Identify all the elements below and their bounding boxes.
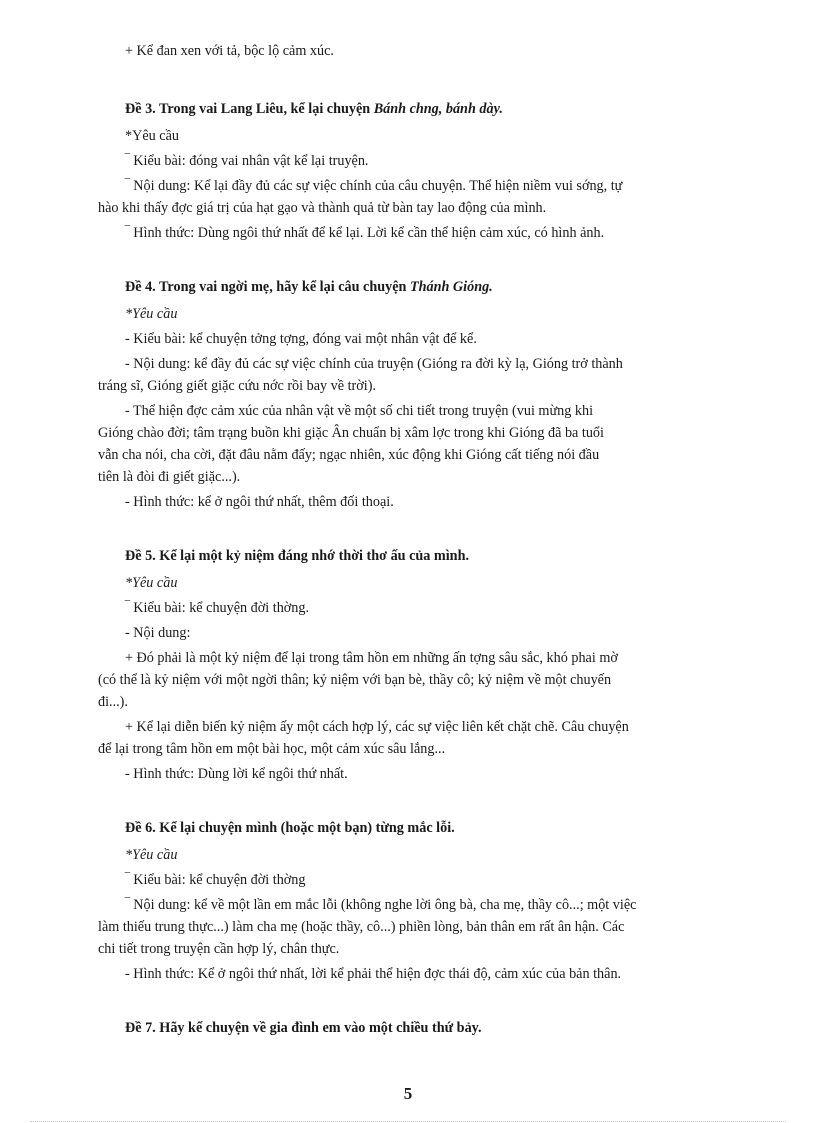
heading-italic-title: Bánh chng, bánh dày. bbox=[373, 101, 503, 117]
text-line: - Nội dung: kể đầy đủ các sự việc chính của truyện (Gióng ra đời kỳ lạ, Gióng trở thành bbox=[125, 356, 623, 372]
text-line: để lại trong tâm hồn em một bài học, một cảm xúc sâu lắng... bbox=[98, 741, 446, 757]
text-line: đi...). bbox=[98, 694, 128, 710]
text-line: chi tiết trong truyện cần hợp lý, chân thực. bbox=[98, 941, 340, 957]
page-bottom-divider bbox=[30, 1121, 786, 1122]
page-content bbox=[98, 40, 758, 1044]
text-line: ‾ Kiểu bài: kể chuyện đời thờng. bbox=[125, 600, 310, 616]
heading-de-6: Đề 6. Kể lại chuyện mình (hoặc một bạn) từng mắc lỗi. bbox=[125, 820, 455, 836]
page-number: 5 bbox=[403, 1084, 413, 1103]
text-line: ‾ Nội dung: kể về một lần em mắc lỗi (không nghe lời ông bà, cha mẹ, thầy cô...; một việc bbox=[125, 897, 637, 913]
text-line: ‾ Kiểu bài: kể chuyện đời thờng bbox=[125, 872, 306, 888]
text-line: tiên là đòi đi giết giặc...). bbox=[98, 469, 241, 485]
heading-italic-title: Thánh Gióng. bbox=[409, 279, 493, 295]
text-line: - Nội dung: bbox=[125, 625, 191, 641]
text-line: + Đó phải là một kỷ niệm để lại trong tâm hồn em những ấn tợng sâu sắc, khó phai mờ bbox=[125, 650, 618, 666]
requirement-label: *Yêu cầu bbox=[125, 306, 178, 322]
text-line: ‾ Nội dung: Kể lại đầy đủ các sự việc chính của câu chuyện. Thể hiện niềm vui sớng, tự bbox=[125, 178, 623, 194]
text-line: (có thể là kỷ niệm với một ngời thân; kỷ niệm với bạn bè, thầy cô; kỷ niệm về một chuyến bbox=[98, 672, 612, 688]
text-line: ‾ Hình thức: Dùng ngôi thứ nhất để kể lại. Lời kể cần thể hiện cảm xúc, có hình ảnh. bbox=[125, 225, 605, 241]
heading-de-3 bbox=[125, 98, 758, 120]
text-line: hào khi thấy đợc giá trị của hạt gạo và thành quả từ bàn tay lao động của mình. bbox=[98, 200, 547, 216]
text-line: + Kể đan xen với tả, bộc lộ cảm xúc. bbox=[125, 43, 334, 59]
text-line: tráng sĩ, Gióng giết giặc cứu nớc rồi bay về trời). bbox=[98, 378, 376, 394]
heading-de-4 bbox=[125, 276, 758, 298]
requirement-label: *Yêu cầu bbox=[125, 575, 178, 591]
text-line: làm thiếu trung thực...) làm cha mẹ (hoặc thầy, cô...) phiền lòng, bản thân em rất ân hận. Các bbox=[98, 919, 625, 935]
text-line: - Thể hiện đợc cảm xúc của nhân vật về một số chi tiết trong truyện (vui mừng khi bbox=[125, 403, 594, 419]
text-line: + Kể lại diễn biến kỷ niệm ấy một cách hợp lý, các sự việc liên kết chặt chẽ. Câu chuyện bbox=[125, 719, 629, 735]
heading-de-7: Đề 7. Hãy kể chuyện về gia đình em vào một chiều thứ bảy. bbox=[125, 1020, 482, 1036]
text-line: Gióng chào đời; tâm trạng buồn khi giặc Ân chuẩn bị xâm lợc trong khi Gióng đã ba tuổi bbox=[98, 425, 604, 441]
text-line: ‾ Kiểu bài: đóng vai nhân vật kể lại truyện. bbox=[125, 153, 369, 169]
text-line: vẫn cha nói, cha cời, đặt đâu nằm đấy; ngạc nhiên, xúc động khi Gióng cất tiếng nói đầu bbox=[98, 447, 600, 463]
text-line: - Hình thức: kể ở ngôi thứ nhất, thêm đối thoại. bbox=[125, 494, 394, 510]
text-line: - Hình thức: Kể ở ngôi thứ nhất, lời kể phải thể hiện đợc thái độ, cảm xúc của bản thân. bbox=[125, 966, 622, 982]
heading-text: Đề 3. Trong vai Lang Liêu, kể lại chuyện bbox=[125, 101, 374, 117]
requirement-label: *Yêu cầu bbox=[125, 847, 178, 863]
heading-text: Đề 4. Trong vai ngời mẹ, hãy kể lại câu chuyện bbox=[125, 279, 410, 295]
text-line: - Hình thức: Dùng lời kể ngôi thứ nhất. bbox=[125, 766, 348, 782]
requirement-label: *Yêu cầu bbox=[125, 128, 179, 144]
heading-de-5: Đề 5. Kể lại một kỷ niệm đáng nhớ thời thơ ấu của mình. bbox=[125, 548, 470, 564]
text-line: - Kiểu bài: kể chuyện tởng tợng, đóng vai một nhân vật để kể. bbox=[125, 331, 477, 347]
